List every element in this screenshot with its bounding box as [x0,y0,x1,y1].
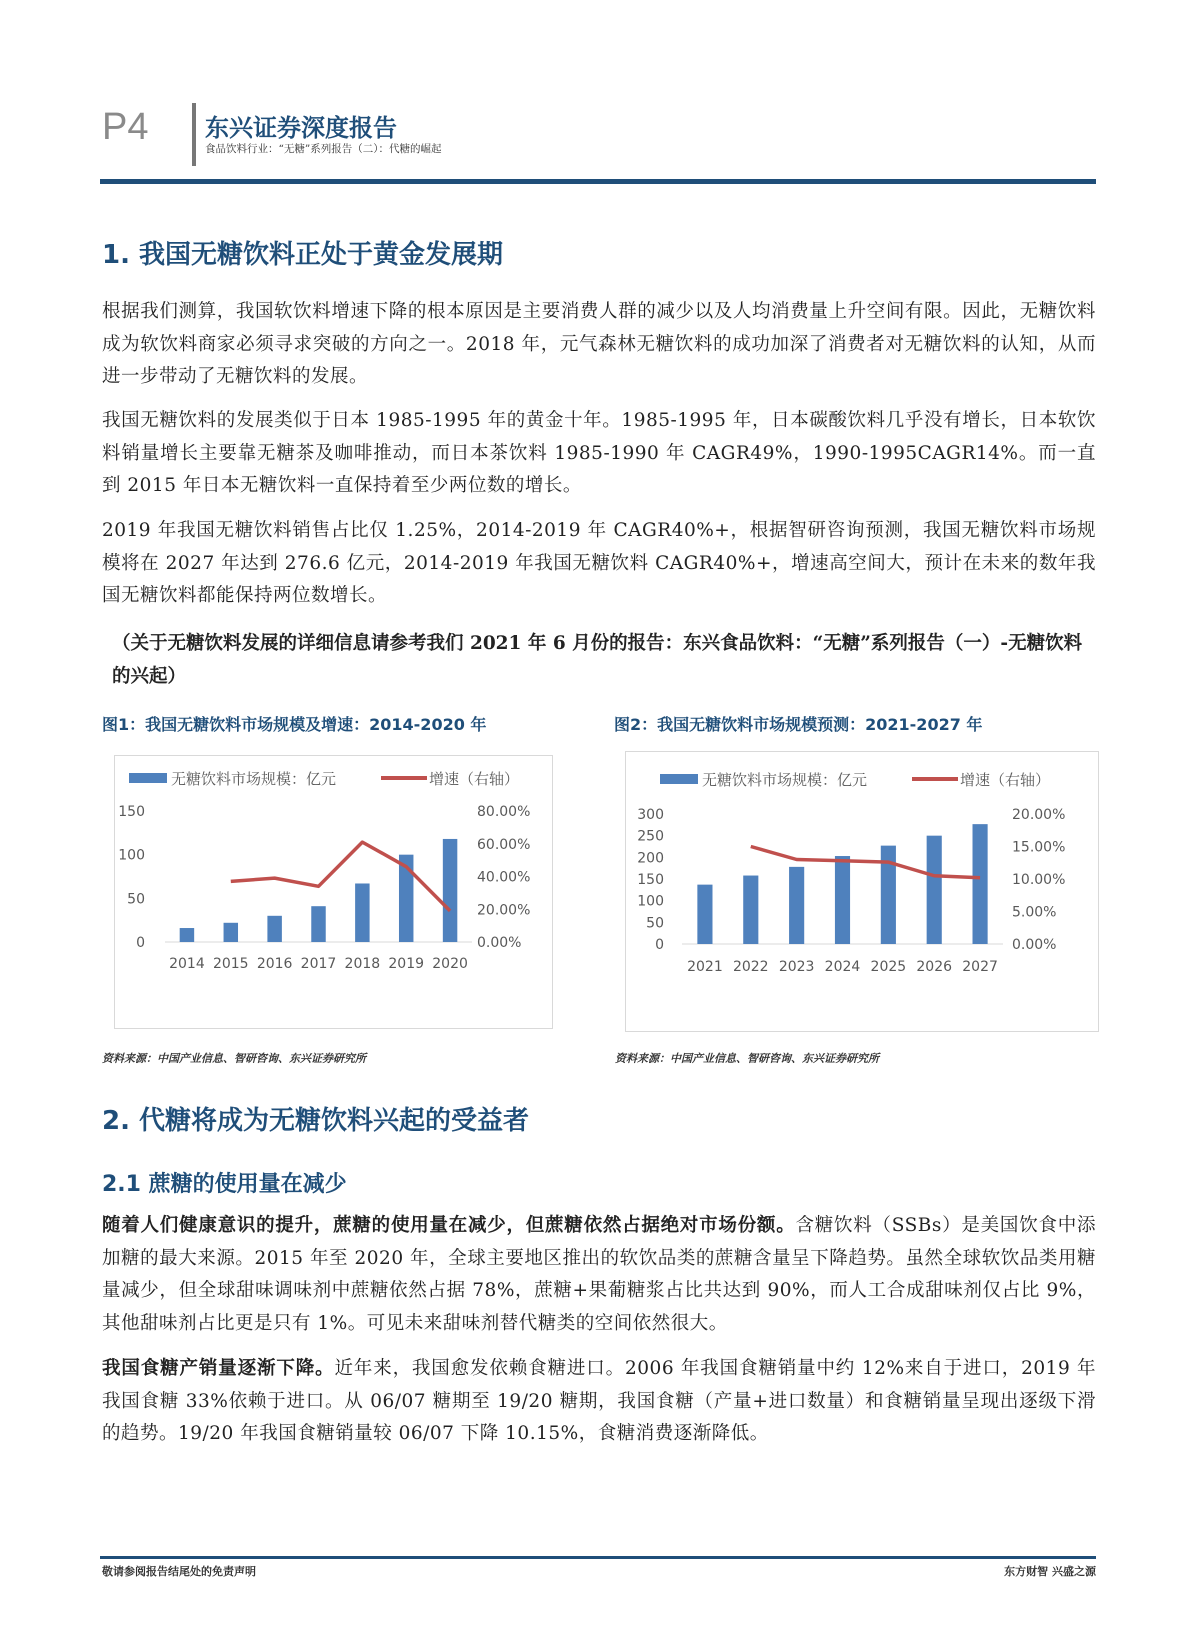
x-tick-label: 2025 [870,959,907,975]
paragraph-lead: 我国食糖产销量逐渐下降。 [102,1358,335,1379]
y-tick-label: 0 [136,935,145,951]
paragraph: 2019 年我国无糖饮料销售占比仅 1.25%，2014-2019 年 CAGR40%+，根据智研咨询预测，我国无糖饮料市场规模将在 2027 年达到 276.6 亿元，2014-2019 年我国无糖饮料 CAGR40%+，增速高空间大，预计在未来的数年我国无糖饮料都能保持两位数增长。 [102,520,1096,606]
report-title: 东兴证券深度报告 [205,114,397,142]
y-tick-label: 100 [637,893,664,910]
reference-note: （关于无糖饮料发展的详细信息请参考我们 2021 年 6 月份的报告：东兴食品饮料：“无糖”系列报告（一）-无糖饮料的兴起） [112,633,1083,687]
x-tick-label: 2027 [962,959,998,975]
y-tick-label: 50 [127,891,145,908]
paragraph [102,1210,1096,1340]
y2-tick-label: 0.00% [1012,937,1057,953]
bar [224,923,238,942]
legend-line-label: 增速（右轴） [960,771,1051,789]
x-tick-label: 2022 [732,959,769,975]
x-tick-label: 2020 [432,956,468,972]
x-tick-label: 2023 [778,959,815,975]
legend-line-label: 增速（右轴） [429,770,520,788]
y2-tick-label: 0.00% [477,935,522,951]
y2-tick-label: 20.00% [477,902,531,919]
bar [180,928,194,942]
y2-tick-label: 5.00% [1012,904,1057,921]
x-tick-label: 2026 [916,959,953,975]
legend-bar-label: 无糖饮料市场规模：亿元 [702,771,868,789]
page-number: P4 [102,106,149,148]
bar [927,836,942,944]
x-tick-label: 2019 [388,956,425,972]
footer-rule [100,1556,1096,1559]
bar [835,856,850,944]
legend-bar-swatch [660,774,698,784]
y-tick-label: 250 [637,828,664,845]
y-tick-label: 0 [655,937,664,953]
y-tick-label: 50 [646,915,664,932]
bar [443,839,457,942]
footer-disclaimer: 敬请参阅报告结尾处的免责声明 [102,1565,256,1578]
chart-2 [625,751,1099,1032]
x-tick-label: 2015 [212,956,249,972]
y2-tick-label: 10.00% [1012,872,1066,888]
legend-bar-swatch [129,773,167,783]
figure-2-title: 图2：我国无糖饮料市场规模预测：2021-2027 年 [614,715,983,734]
section-2-1-heading: 2.1 蔗糖的使用量在减少 [102,1172,347,1197]
x-tick-label: 2017 [300,956,337,972]
section-2-heading: 2. 代糖将成为无糖饮料兴起的受益者 [102,1106,530,1136]
y2-tick-label: 15.00% [1012,839,1066,856]
growth-line [231,842,450,911]
bar [267,916,281,942]
x-tick-label: 2018 [344,956,381,972]
x-tick-label: 2014 [169,956,205,972]
footer-slogan: 东方财智 兴盛之源 [1004,1565,1096,1578]
paragraph-lead: 随着人们健康意识的提升，蔗糖的使用量在减少，但蔗糖依然占据绝对市场份额。 [102,1215,796,1236]
section-1-heading: 1. 我国无糖饮料正处于黄金发展期 [102,240,504,270]
legend-bar-label: 无糖饮料市场规模：亿元 [171,770,337,788]
bar [697,885,712,944]
header-divider [192,103,196,166]
bar [311,906,325,942]
report-subtitle: 食品饮料行业：“无糖”系列报告（二）：代糖的崛起 [205,143,442,155]
y-tick-label: 300 [637,807,664,823]
paragraph-text: 近年来，我国愈发依赖食糖进口。2006 年我国食糖销量中约 12%来自于进口，2019 年我国食糖 33%依赖于进口。从 06/07 糖期至 19/20 糖期，我国食糖（产量+进口数量）和食糖销量呈现出逐级下滑的趋势。19/20 年我国食糖销量较 06/07 下降 10.15%，食糖消费逐渐降低。 [102,1358,1096,1444]
growth-line [751,847,980,878]
chart-1 [114,755,553,1029]
paragraph: 我国无糖饮料的发展类似于日本 1985-1995 年的黄金十年。1985-1995 年，日本碳酸饮料几乎没有增长，日本软饮料销量增长主要靠无糖茶及咖啡推动，而日本茶饮料 1985-1990 年 CAGR49%，1990-1995CAGR14%。而一直到 2015 年日本无糖饮料一直保持着至少两位数的增长。 [102,410,1096,496]
paragraph-text: 含糖饮料（SSBs）是美国饮食中添加糖的最大来源。2015 年至 2020 年，全球主要地区推出的软饮品类的蔗糖含量呈下降趋势。虽然全球软饮品类用糖量减少，但全球甜味调味剂中蔗糖依然占据 78%，蔗糖+果葡糖浆占比共达到 90%，而人工合成甜味剂仅占比 9%，其他甜味剂占比更是只有 1%。可见未来甜味剂替代糖类的空间依然很大。 [102,1215,1096,1334]
y2-tick-label: 80.00% [477,804,531,820]
x-tick-label: 2021 [687,959,723,975]
y-tick-label: 150 [118,804,145,820]
y2-tick-label: 40.00% [477,869,531,886]
y-tick-label: 150 [637,872,664,888]
bar [355,883,369,942]
figure-1-title: 图1：我国无糖饮料市场规模及增速：2014-2020 年 [102,715,487,734]
bar [789,867,804,944]
x-tick-label: 2016 [256,956,293,972]
chart-1-svg [115,756,552,1028]
header-rule [100,179,1096,184]
bar [973,824,988,944]
figure-2-source: 资料来源：中国产业信息、智研咨询、东兴证券研究所 [615,1052,879,1065]
x-tick-label: 2024 [824,959,861,975]
y-tick-label: 200 [637,850,664,867]
chart-2-svg [626,752,1098,1031]
y2-tick-label: 60.00% [477,836,531,853]
y-tick-label: 100 [118,847,145,864]
paragraph [102,1353,1096,1451]
bar [743,876,758,944]
y2-tick-label: 20.00% [1012,807,1066,823]
paragraph: 根据我们测算，我国软饮料增速下降的根本原因是主要消费人群的减少以及人均消费量上升空间有限。因此，无糖饮料成为软饮料商家必须寻求突破的方向之一。2018 年，元气森林无糖饮料的成功加深了消费者对无糖饮料的认知，从而进一步带动了无糖饮料的发展。 [102,301,1096,387]
figure-1-source: 资料来源：中国产业信息、智研咨询、东兴证券研究所 [102,1052,366,1065]
